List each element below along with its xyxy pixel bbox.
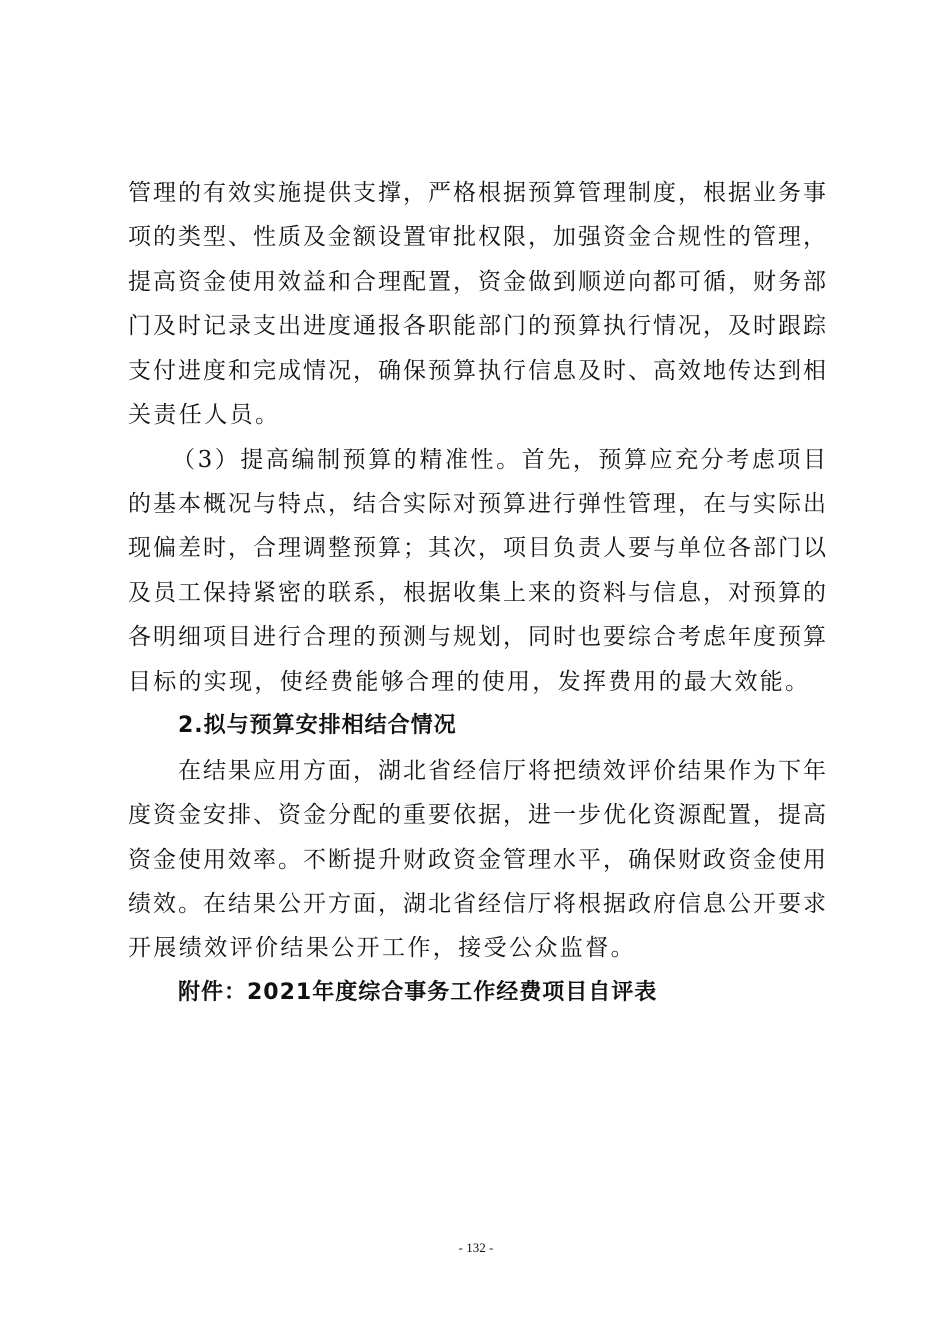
paragraph-line: 目标的实现，使经费能够合理的使用，发挥费用的最大效能。: [128, 669, 808, 695]
paragraph-line: 提高资金使用效益和合理配置，资金做到顺逆向都可循，财务部: [128, 269, 826, 295]
paragraph-line: 的基本概况与特点，结合实际对预算进行弹性管理，在与实际出: [128, 491, 826, 517]
section-heading: 2.拟与预算安排相结合情况: [178, 713, 457, 738]
paragraph-line: 开展绩效评价结果公开工作，接受公众监督。: [128, 935, 636, 961]
paragraph-line: 管理的有效实施提供支撑，严格根据预算管理制度，根据业务事: [128, 180, 826, 206]
paragraph-line: （3）提高编制预算的精准性。首先，预算应充分考虑项目: [172, 447, 826, 473]
paragraph-line: 资金使用效率。不断提升财政资金管理水平，确保财政资金使用: [128, 847, 826, 873]
paragraph-line: 项的类型、性质及金额设置审批权限，加强资金合规性的管理，: [128, 224, 826, 250]
page-number: - 132 -: [458, 1240, 494, 1255]
paragraph-line: 门及时记录支出进度通报各职能部门的预算执行情况，及时跟踪: [128, 313, 826, 339]
paragraph-line: 各明细项目进行合理的预测与规划，同时也要综合考虑年度预算: [128, 624, 826, 650]
paragraph-line: 支付进度和完成情况，确保预算执行信息及时、高效地传达到相: [128, 358, 826, 384]
attachment-title: 附件：2021年度综合事务工作经费项目自评表: [178, 980, 658, 1005]
paragraph-line: 绩效。在结果公开方面，湖北省经信厅将根据政府信息公开要求: [128, 891, 826, 917]
paragraph-line: 在结果应用方面，湖北省经信厅将把绩效评价结果作为下年: [178, 758, 826, 784]
paragraph-line: 度资金安排、资金分配的重要依据，进一步优化资源配置，提高: [128, 802, 826, 828]
paragraph-line: 现偏差时，合理调整预算；其次，项目负责人要与单位各部门以: [128, 535, 826, 561]
paragraph-line: 及员工保持紧密的联系，根据收集上来的资料与信息，对预算的: [128, 580, 826, 606]
paragraph-line: 关责任人员。: [128, 402, 281, 428]
